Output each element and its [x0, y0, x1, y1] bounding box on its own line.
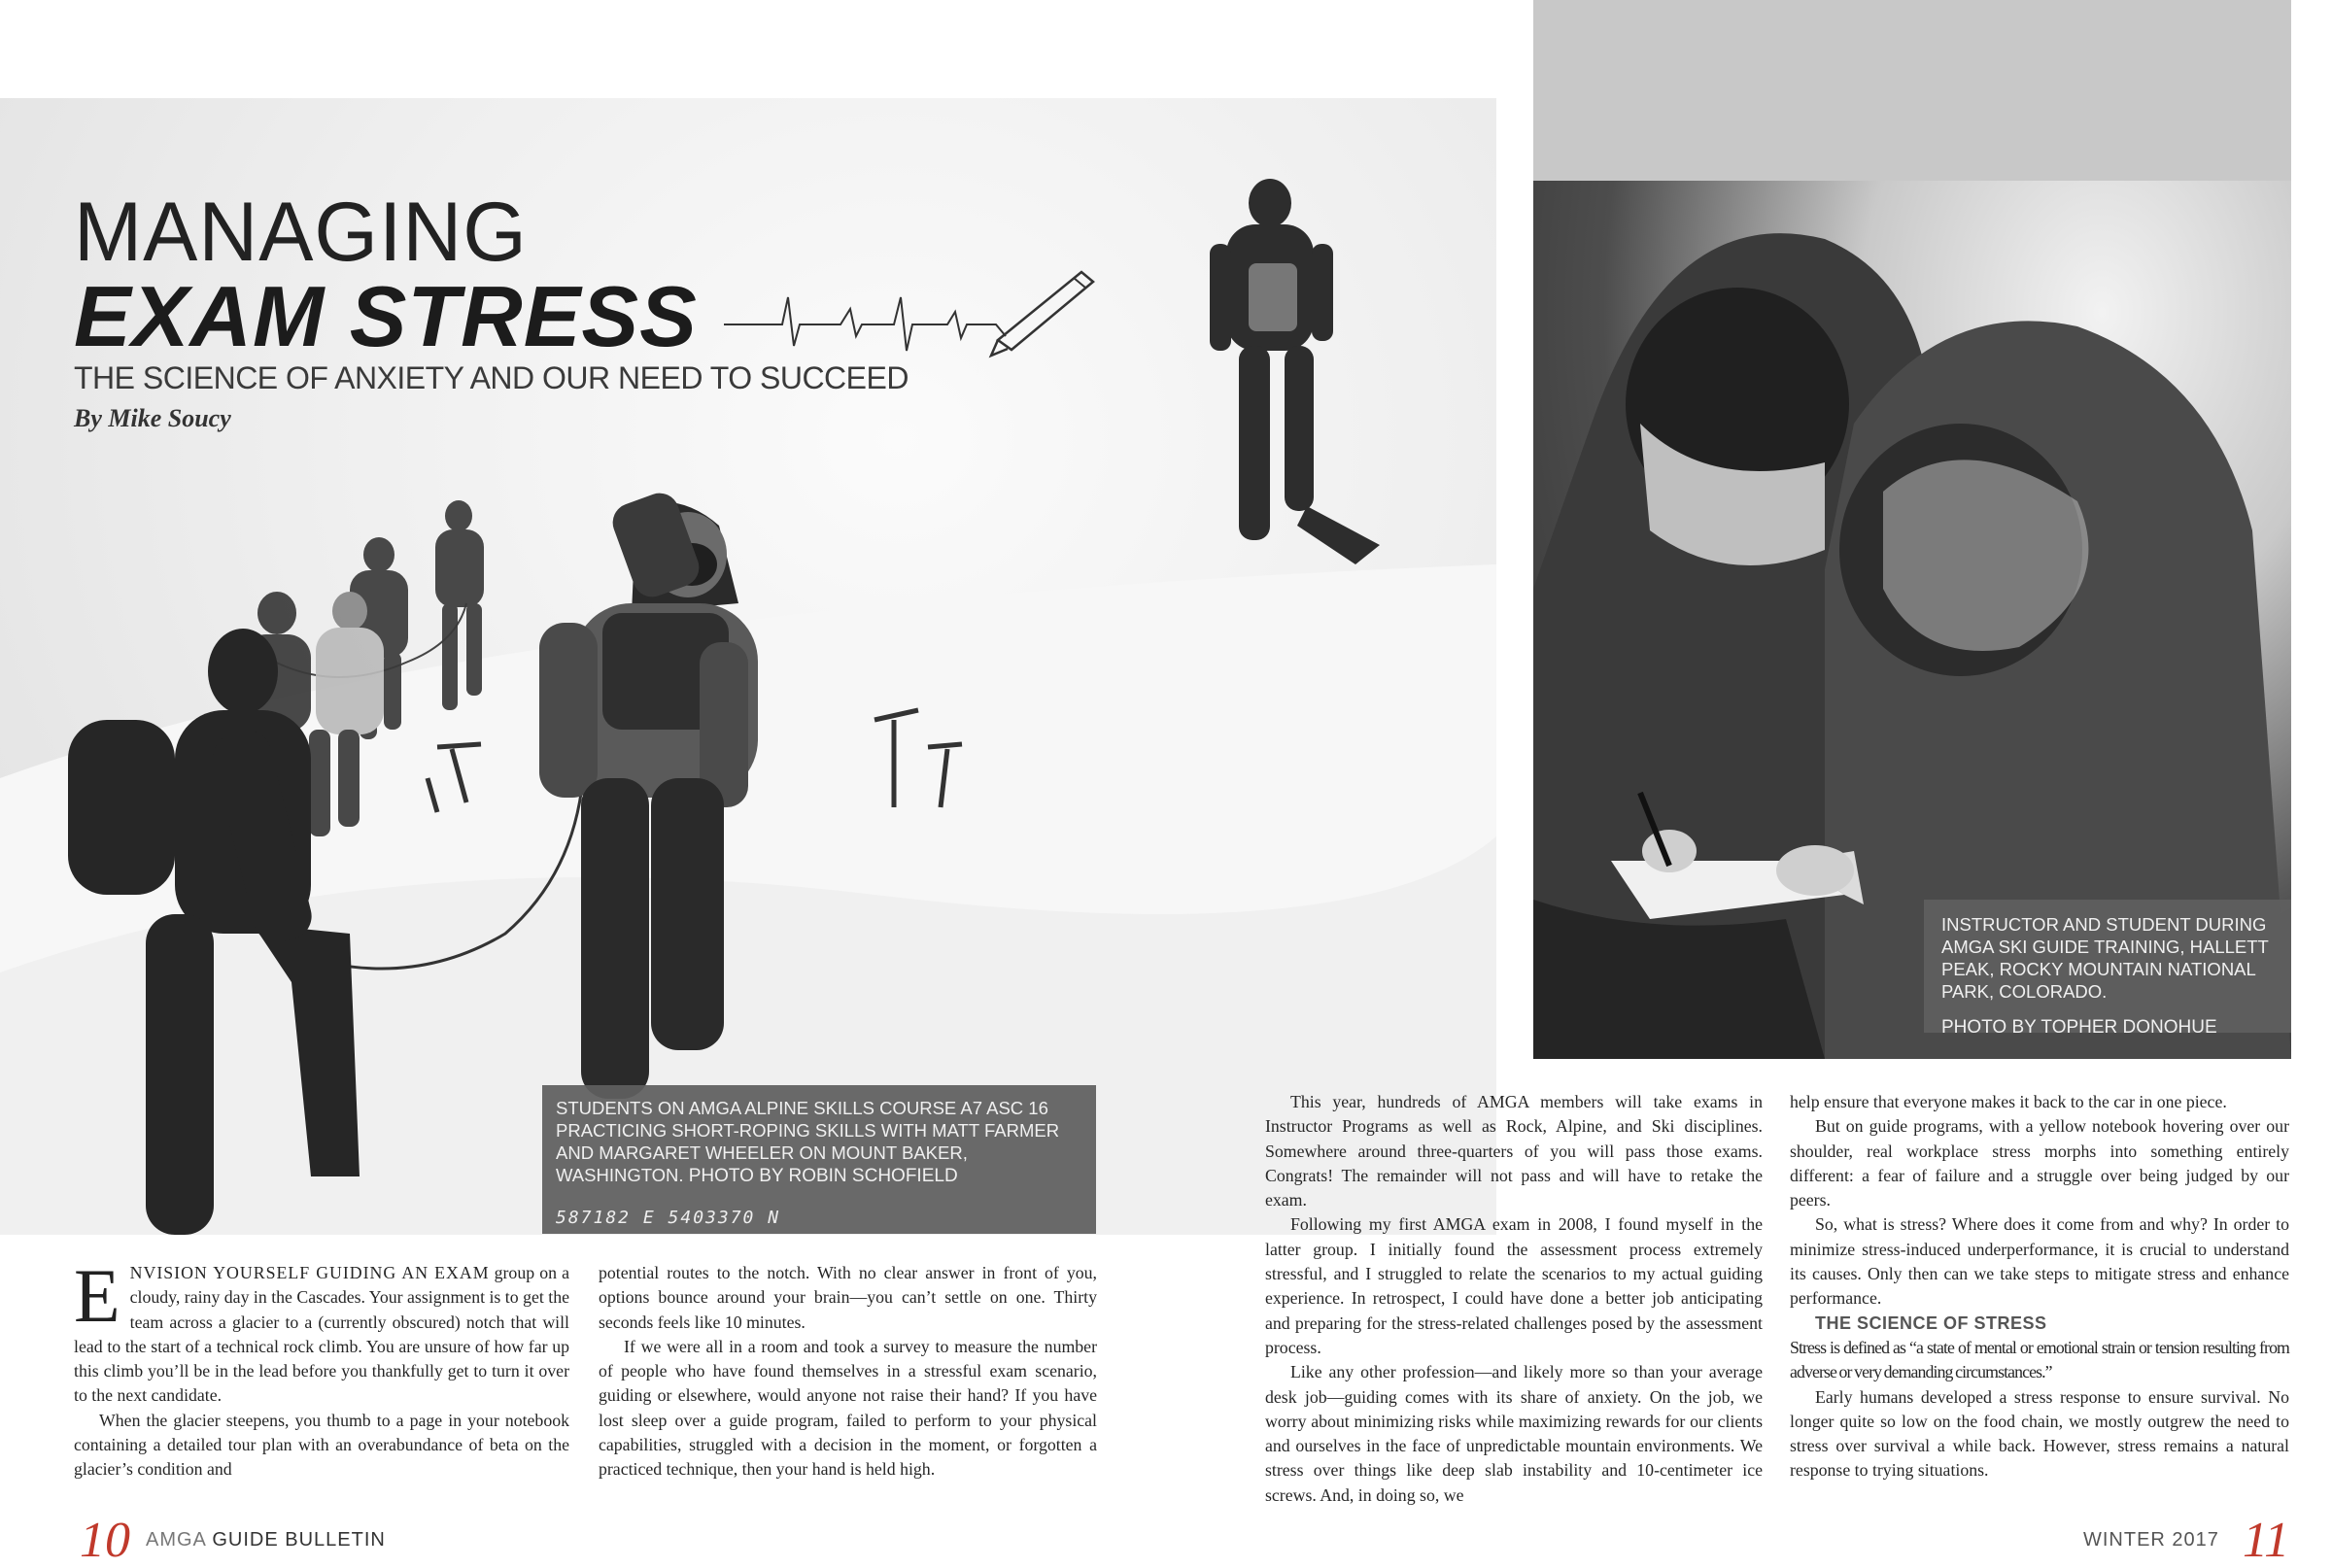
article-column-4 [1790, 1090, 2289, 1483]
photo-caption-left [542, 1085, 1096, 1234]
caption-right-credit: PHOTO BY TOPHER DONOHUE [1941, 1017, 2217, 1038]
paragraph: If we were all in a room and took a survey to measure the number of people who have found themselves in a stressful exam scenario, guiding or elsewhere, would anyone not raise their hand? If you have lost sleep over a guide program, failed to perform to your physical capabilities, struggled with a decision in the moment, or forgotten a practiced technique, then your hand is held high. [599, 1336, 1097, 1480]
footer-publication-amga: AMGA [146, 1529, 206, 1551]
paragraph: Stress is defined as “a state of mental or emotional strain or tension resulting from adverse or very demanding circumstances.” [1790, 1337, 2289, 1382]
page-number-right: 11 [2243, 1513, 2290, 1568]
handwritten-coordinates: 587182 E 5403370 N [556, 1208, 781, 1228]
gray-color-block [1533, 0, 2291, 181]
caption-left-text: STUDENTS ON AMGA ALPINE SKILLS COURSE A7 ASC 16 PRACTICING SHORT-ROPING SKILLS WITH MATT FARMER AND MARGARET WHEELER ON MOUNT BAKER, WASHINGTON. [556, 1098, 1060, 1185]
subtitle: THE SCIENCE OF ANXIETY AND OUR NEED TO SUCCEED [74, 360, 909, 395]
paragraph: potential routes to the notch. With no clear answer in front of you, options bounce around your brain—you can’t settle on one. Thirty seconds feels like 10 minutes. [599, 1263, 1097, 1332]
paragraph [74, 1253, 569, 1409]
article-column-2 [599, 1261, 1097, 1483]
section-heading: THE SCIENCE OF STRESS [1815, 1312, 2047, 1333]
article-column-3 [1265, 1090, 1763, 1508]
drop-cap: E [74, 1253, 120, 1338]
lead-in-caps: NVISION YOURSELF GUIDING AN EXAM [129, 1263, 490, 1282]
photo-caption-right [1924, 900, 2291, 1038]
title-line-2: EXAM STRESS [74, 268, 698, 364]
page-number-left: 10 [80, 1513, 130, 1568]
paragraph: When the glacier steepens, you thumb to a page in your notebook containing a detailed tour plan with an overabundance of beta on the glacier’s condition and [74, 1410, 569, 1480]
paragraph: Following my first AMGA exam in 2008, I found myself in the latter group. I initially found the assessment process extremely stressful, and I struggled to relate the scenarios to my actual guiding experience. In retrospect, I could have done a better job anticipating and preparing for the stress-related challenges posed by the assessment process. [1265, 1214, 1763, 1357]
footer-publication-title: GUIDE BULLETIN [212, 1529, 386, 1551]
caption-left-credit: PHOTO BY ROBIN SCHOFIELD [688, 1166, 958, 1186]
paragraph-text: group on a cloudy, rainy day in the Cascades. Your assignment is to get the team across a glacier to a (currently obscured) notch that will lead to the start of a technical rock climb. You are unsure of how far up this climb you’ll be in the lead before you thankfully get to turn it over to the next candidate. [74, 1263, 569, 1406]
title-line-1: MANAGING [74, 186, 528, 279]
caption-right-text: INSTRUCTOR AND STUDENT DURING AMGA SKI GUIDE TRAINING, HALLETT PEAK, ROCKY MOUNTAIN NATIONAL PARK, COLORADO. [1941, 914, 2269, 1002]
paragraph: help ensure that everyone makes it back to the car in one piece. [1790, 1092, 2227, 1111]
footer-issue: WINTER 2017 [2083, 1529, 2219, 1551]
paragraph: But on guide programs, with a yellow notebook hovering over our shoulder, real workplace stress morphs into something entirely different: a fear of failure and a struggle over being judged by our peers. [1790, 1116, 2289, 1210]
paragraph: Early humans developed a stress response to ensure survival. No longer quite so low on the food chain, we mostly outgrew the need to stress over survival a while back. However, stress remains a natural response to trying situations. [1790, 1386, 2289, 1481]
paragraph: So, what is stress? Where does it come from and why? In order to minimize stress-induced underperformance, it is crucial to understand its causes. Only then can we take steps to mitigate stress and enhance performance. [1790, 1214, 2289, 1309]
paragraph: This year, hundreds of AMGA members will take exams in Instructor Programs as well as Rock, Alpine, and Ski disciplines. Somewhere around three-quarters of you will pass those exams. Congrats! The remainder will not pass and will have to retake the exam. [1265, 1092, 1763, 1210]
byline: By Mike Soucy [74, 404, 231, 432]
footer-publication [146, 1529, 386, 1551]
paragraph: Like any other profession—and likely more so than your average desk job—guiding comes with its share of anxiety. On the job, we worry about minimizing risks while maximizing rewards for our clients and ourselves in the face of unpredictable mountain environments. We stress over things like deep slab instability and 10-centimeter ice screws. And, in doing so, we [1265, 1362, 1763, 1505]
heartbeat-pen-icon [724, 258, 1103, 370]
article-column-1 [74, 1253, 569, 1483]
